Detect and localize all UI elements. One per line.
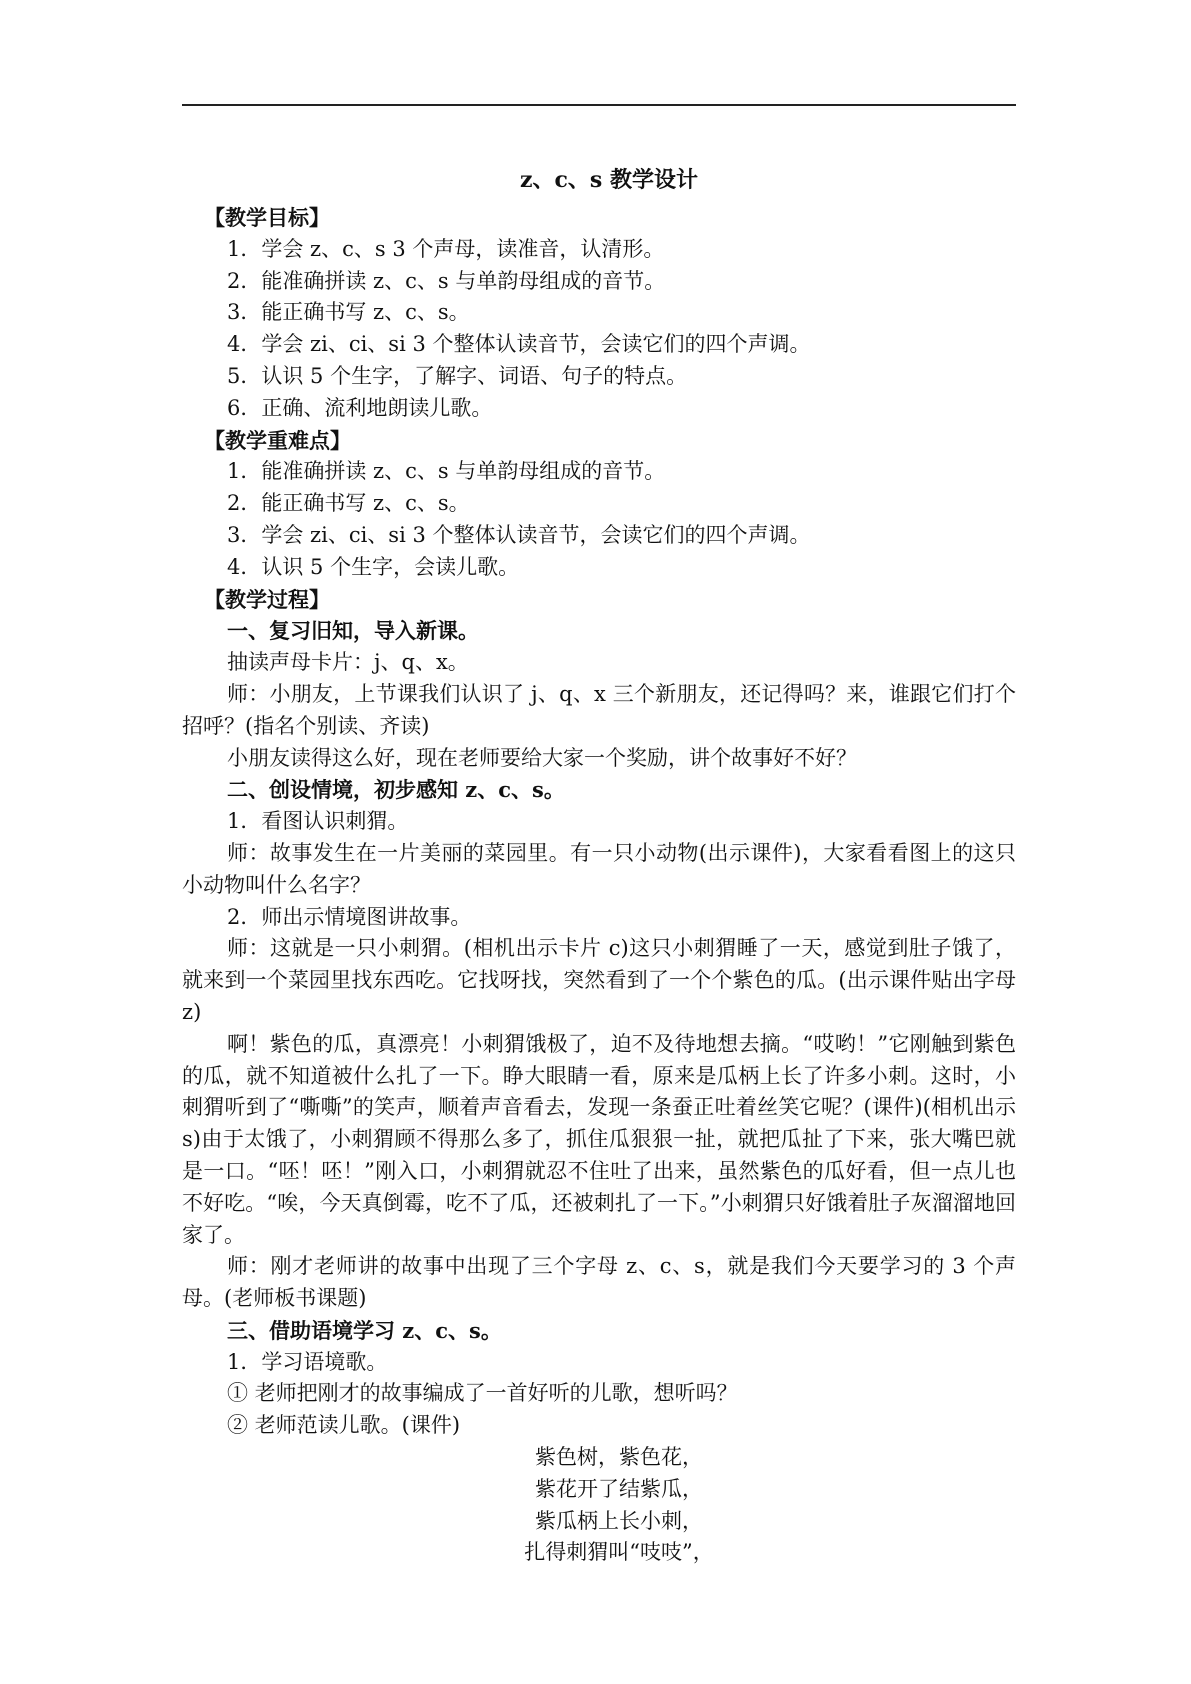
paragraph: 师：刚才老师讲的故事中出现了三个字母 z、c、s，就是我们今天要学习的 3 个声母。(老师板书课题)	[182, 1254, 1016, 1311]
paragraph: 1．学习语境歌。	[227, 1349, 388, 1374]
paragraph: 啊！紫色的瓜，真漂亮！小刺猬饿极了，迫不及待地想去摘。“哎哟！”它刚触到紫色的瓜，就不知道被什么扎了一下。睁大眼睛一看，原来是瓜柄上长了许多小刺。这时，小刺猬听到了“嘶嘶”的笑声，顺着声音看去，发现一条蚕正吐着丝笑它呢？(课件)(相机出示 s)由于太饿了，小刺猬顾不得那么多了，抓住瓜狠狠一扯，就把瓜扯了下来，张大嘴巴就是一口。“呸！呸！”刚入口，小刺猬就忍不住吐了出来，虽然紫色的瓜好看，但一点儿也不好吃。“唉，今天真倒霉，吃不了瓜，还被刺扎了一下。”小刺猬只好饿着肚子灰溜溜地回家了。	[182, 1031, 1016, 1247]
poem-line: 紫花开了结紫瓜，	[535, 1476, 703, 1501]
key-point-item: 1．能准确拼读 z、c、s 与单韵母组成的音节。	[227, 459, 666, 484]
key-points-heading: 【教学重难点】	[204, 427, 351, 453]
poem-line: 紫色树，紫色花，	[535, 1445, 703, 1470]
section-heading: 二、创设情境，初步感知 z、c、s。	[227, 777, 565, 803]
key-point-item: 2．能正确书写 z、c、s。	[227, 491, 470, 516]
paragraph: 师：故事发生在一片美丽的菜园里。有一只小动物(出示课件)，大家看看图上的这只小动物叫什么名字？	[182, 840, 1016, 897]
objective-item: 6．正确、流利地朗读儿歌。	[227, 395, 493, 420]
paragraph: 师：这就是一只小刺猬。(相机出示卡片 c)这只小刺猬睡了一天，感觉到肚子饿了，就来到一个菜园里找东西吃。它找呀找，突然看到了一个个紫色的瓜。(出示课件贴出字母 z)	[182, 936, 1016, 1024]
section-heading: 三、借助语境学习 z、c、s。	[227, 1317, 502, 1343]
paragraph: 抽读声母卡片：j、q、x。	[227, 650, 469, 675]
header-rule	[182, 104, 1016, 107]
objective-item: 5．认识 5 个生字，了解字、词语、句子的特点。	[227, 363, 688, 388]
process-heading: 【教学过程】	[204, 586, 330, 612]
objective-item: 1．学会 z、c、s 3 个声母，读准音，认清形。	[227, 236, 665, 261]
objective-item: 3．能正确书写 z、c、s。	[227, 300, 470, 325]
paragraph: ② 老师范读儿歌。(课件)	[227, 1413, 461, 1438]
document-page	[182, 150, 1016, 1569]
poem-line: 扎得刺猬叫“吱吱”，	[524, 1540, 714, 1565]
key-point-item: 3．学会 zi、ci、si 3 个整体认读音节，会读它们的四个声调。	[227, 522, 811, 547]
paragraph: 2．师出示情境图讲故事。	[227, 904, 472, 929]
paragraph: 师：小朋友，上节课我们认识了 j、q、x 三个新朋友，还记得吗？来，谁跟它们打个招呼？(指名个别读、齐读)	[182, 681, 1016, 738]
paragraph: 小朋友读得这么好，现在老师要给大家一个奖励，讲个故事好不好？	[227, 745, 857, 770]
paragraph: ① 老师把刚才的故事编成了一首好听的儿歌，想听吗？	[227, 1381, 738, 1406]
paragraph: 1．看图认识刺猬。	[227, 809, 409, 834]
section-heading: 一、复习旧知，导入新课。	[227, 618, 479, 644]
objective-item: 4．学会 zi、ci、si 3 个整体认读音节，会读它们的四个声调。	[227, 332, 811, 357]
poem-line: 紫瓜柄上长小刺，	[535, 1508, 703, 1533]
key-point-item: 4．认识 5 个生字，会读儿歌。	[227, 554, 520, 579]
document-title: z、c、s 教学设计	[520, 167, 698, 193]
objective-item: 2．能准确拼读 z、c、s 与单韵母组成的音节。	[227, 268, 666, 293]
objectives-heading: 【教学目标】	[204, 205, 330, 230]
